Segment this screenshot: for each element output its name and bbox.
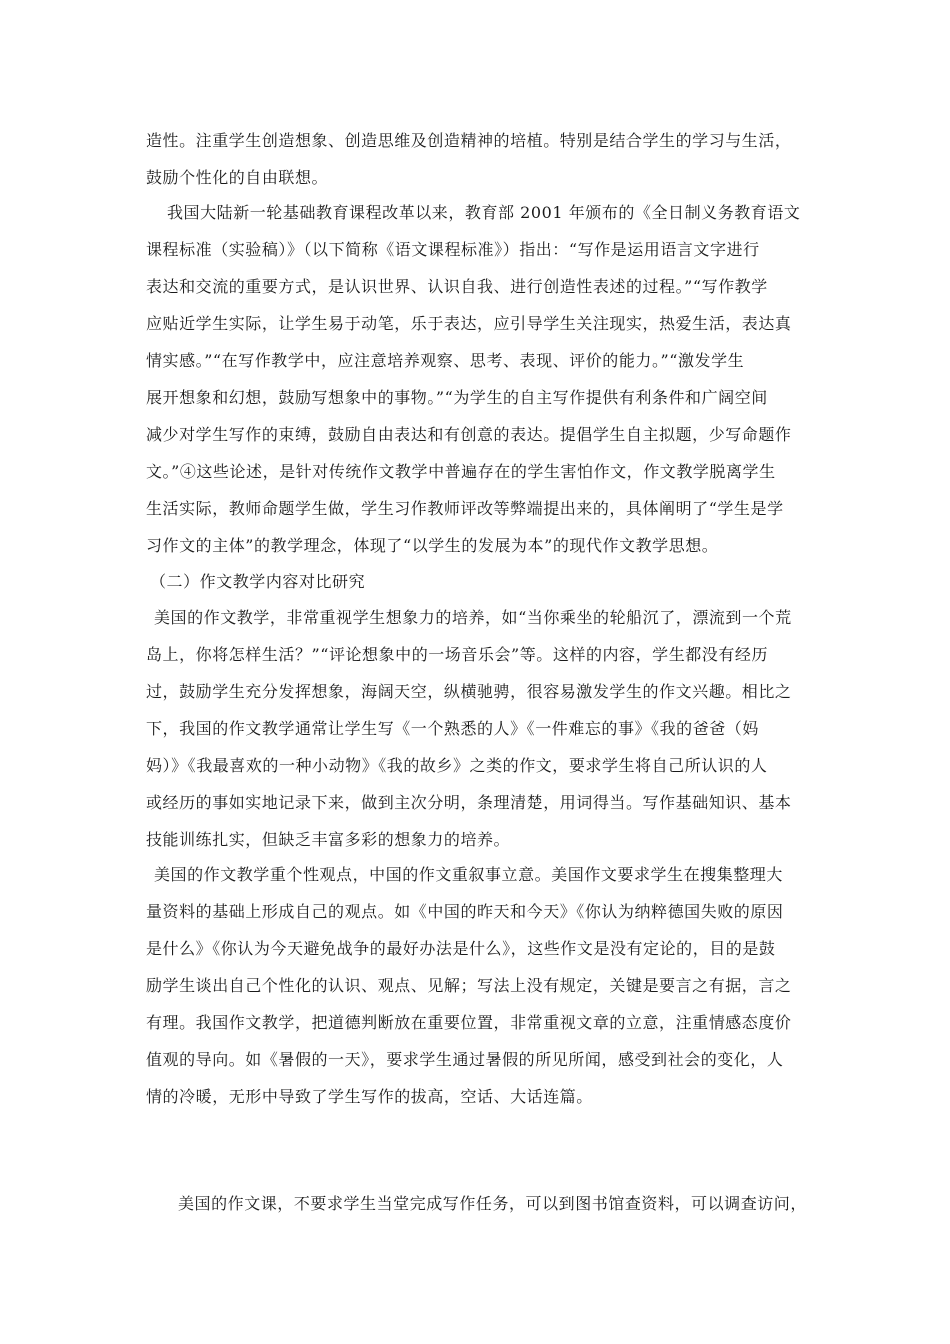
text-line: 岛上，你将怎样生活？”“评论想象中的一场音乐会”等。这样的内容，学生都没有经历 — [146, 645, 768, 664]
text-line: 美国的作文教学重个性观点，中国的作文重叙事立意。美国作文要求学生在搜集整理大 — [154, 865, 783, 884]
text-line: 妈）》《我最喜欢的一种小动物》《我的故乡》之类的作文，要求学生将自己所认识的人 — [146, 756, 768, 775]
text-line: 课程标准（实验稿）》（以下简称《语文课程标准》）指出：“写作是运用语言文字进行 — [146, 240, 760, 259]
text-line: 美国的作文课，不要求学生当堂完成写作任务，可以到图书馆查资料，可以调查访问， — [178, 1194, 807, 1213]
text-line: 量资料的基础上形成自己的观点。如《中国的昨天和今天》《你认为纳粹德国失败的原因 — [146, 902, 784, 921]
paragraph-3 — [146, 599, 816, 858]
text-line: 技能训练扎实，但缺乏丰富多彩的想象力的培养。 — [146, 830, 511, 849]
text-line: 励学生谈出自己个性化的认识、观点、见解；写法上没有规定，关键是要言之有据，言之 — [146, 976, 792, 995]
text-line: 美国的作文教学，非常重视学生想象力的培养，如“当你乘坐的轮船沉了，漂流到一个荒 — [154, 608, 792, 627]
text-line: 有理。我国作文教学，把道德判断放在重要位置，非常重视文章的立意，注重情感态度价 — [146, 1013, 792, 1032]
text-line: 下，我国的作文教学通常让学生写《一个熟悉的人》《一件难忘的事》《我的爸爸（妈 — [146, 719, 759, 738]
text-line: 造性。注重学生创造想象、创造思维及创造精神的培植。特别是结合学生的学习与生活， — [146, 131, 792, 150]
text-line: 值观的导向。如《暑假的一天》，要求学生通过暑假的所见所闻，感受到社会的变化，人 — [146, 1050, 784, 1069]
text-line: 我国大陆新一轮基础教育课程改革以来，教育部 2001 年颁布的《全日制义务教育语文 — [167, 203, 801, 222]
text-line: 减少对学生写作的束缚，鼓励自由表达和有创意的表达。提倡学生自主拟题，少写命题作 — [146, 425, 792, 444]
paragraph-5 — [146, 1185, 816, 1222]
text-line: 是什么》《你认为今天避免战争的最好办法是什么》，这些作文是没有定论的，目的是鼓 — [146, 939, 776, 958]
paragraph-4 — [146, 856, 816, 1115]
text-line: 情实感。”“在写作教学中，应注意培养观察、思考、表现、评价的能力。”“激发学生 — [146, 351, 745, 370]
text-line: 应贴近学生实际，让学生易于动笔，乐于表达，应引导学生关注现实，热爱生活，表达真 — [146, 314, 792, 333]
text-line: 习作文的主体”的教学理念，体现了“以学生的发展为本”的现代作文教学思想。 — [146, 536, 719, 555]
text-line: 过，鼓励学生充分发挥想象，海阔天空，纵横驰骋，很容易激发学生的作文兴趣。相比之 — [146, 682, 792, 701]
paragraph-2 — [146, 194, 816, 564]
text-line: 情的冷暖，无形中导致了学生写作的拔高，空话、大话连篇。 — [146, 1087, 593, 1106]
text-line: 鼓励个性化的自由联想。 — [146, 168, 329, 187]
text-line: 或经历的事如实地记录下来，做到主次分明，条理清楚，用词得当。写作基础知识、基本 — [146, 793, 792, 812]
section-heading — [146, 563, 816, 600]
text-line: 展开想象和幻想，鼓励写想象中的事物。”“为学生的自主写作提供有利条件和广阔空间 — [146, 388, 768, 407]
text-line: 表达和交流的重要方式，是认识世界、认识自我、进行创造性表述的过程。”“写作教学 — [146, 277, 768, 296]
heading-text: （二）作文教学内容对比研究 — [150, 572, 366, 591]
text-line: 文。”④这些论述，是针对传统作文教学中普遍存在的学生害怕作文，作文教学脱离学生 — [146, 462, 776, 481]
paragraph-1 — [146, 122, 816, 196]
text-line: 生活实际，教师命题学生做，学生习作教师评改等弊端提出来的，具体阐明了“学生是学 — [146, 499, 784, 518]
